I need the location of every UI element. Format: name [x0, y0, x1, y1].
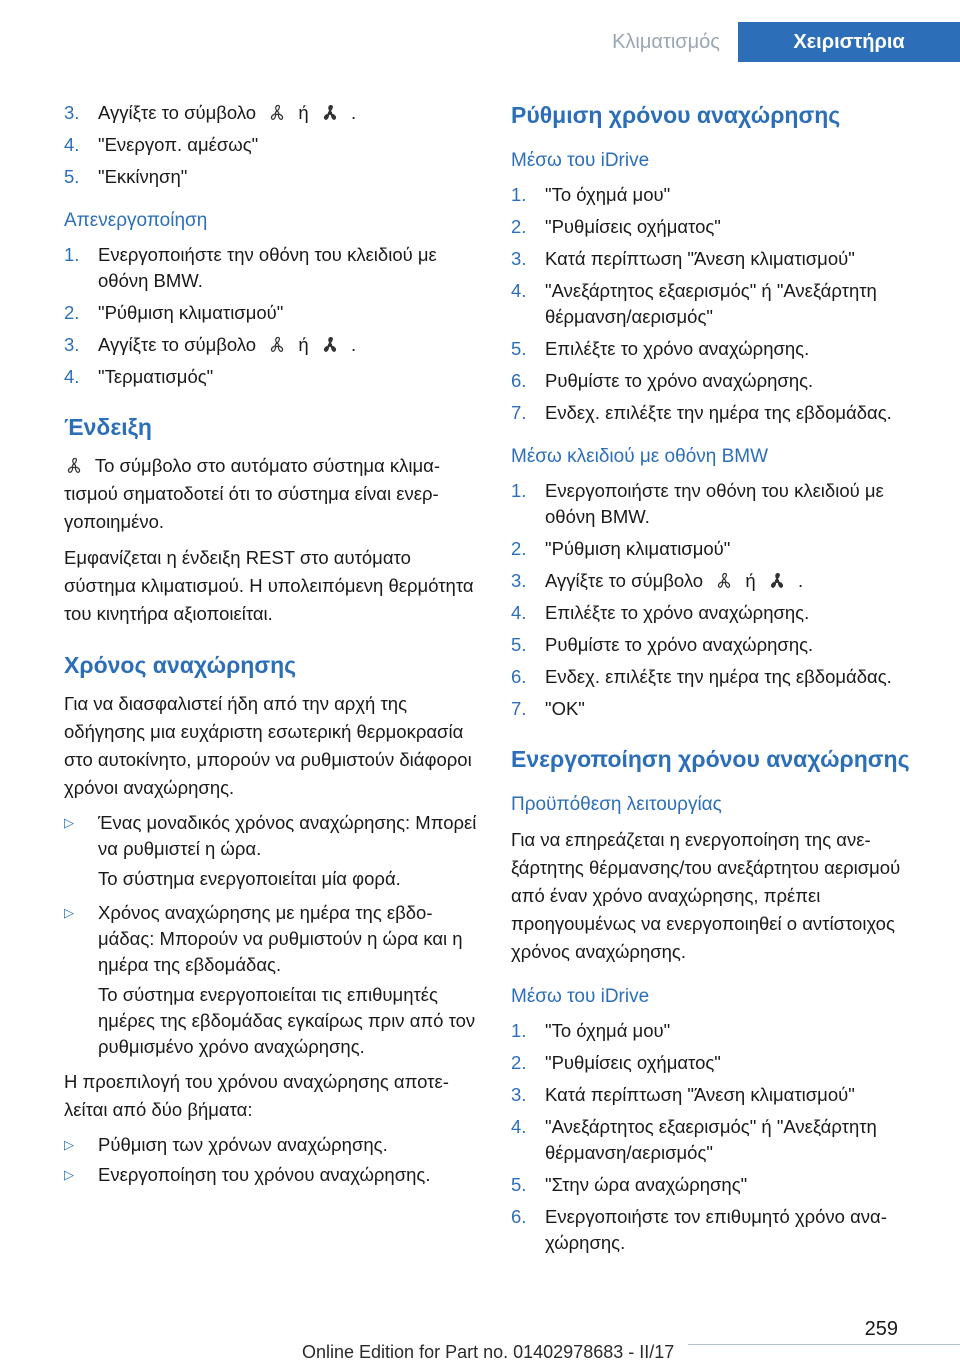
- via-idrive-heading-2: Μέσω του iDrive: [511, 986, 650, 1007]
- list-item: [511, 600, 930, 626]
- indicator-paragraph-2: Εμφανίζεται η ένδειξη REST στο αυτόματο σύστημα κλιματισμού. Η υπολειπόμενη θερμότητα του κινητήρα αξιοποιείται.: [64, 547, 474, 624]
- bullet-marker: ▷: [64, 905, 74, 920]
- step-number: 4.: [511, 1116, 527, 1137]
- step-text: Ενδεχ. επιλέξτε την ημέρα της εβδομάδας.: [545, 402, 892, 423]
- activate-idrive-steps: [511, 1018, 930, 1256]
- list-item: [511, 182, 930, 208]
- bullet-marker: ▷: [64, 815, 74, 830]
- fan-outline-icon: [267, 336, 287, 354]
- step-number: 5.: [64, 166, 80, 187]
- list-item: [511, 1204, 930, 1256]
- steps-list-a: [64, 100, 478, 190]
- via-idrive-heading: Μέσω του iDrive: [511, 150, 650, 171]
- bullet-marker: ▷: [64, 1137, 74, 1152]
- step-text: "Ρύθμιση κλιματισμού": [98, 302, 284, 323]
- indicator-text-1: Το σύμβολο στο αυτόματο σύστημα κλιματισμού σηματοδοτεί ότι το σύστημα είναι ενεργοποιημένο.: [64, 455, 440, 532]
- section-tab[interactable]: Κλιματισμός: [612, 30, 720, 53]
- step-number: 2.: [511, 538, 527, 559]
- list-item: [64, 1132, 478, 1158]
- step-text: "Ρυθμίσεις οχήματος": [545, 216, 721, 237]
- step-number: 6.: [511, 666, 527, 687]
- set-departure-heading: Ρύθμιση χρόνου αναχώρησης: [511, 102, 841, 128]
- step-text: "Το όχημά μου": [545, 184, 671, 205]
- step-text: Επιλέξτε το χρόνο αναχώρησης.: [545, 602, 810, 623]
- list-item: [64, 810, 478, 862]
- step-number: 1.: [511, 480, 527, 501]
- step-text: "Στην ώρα αναχώρησης": [545, 1174, 748, 1195]
- list-item: [511, 664, 930, 690]
- step-text: "Το όχημά μου": [545, 1020, 671, 1041]
- step-number: 2.: [64, 302, 80, 323]
- step-number: 3.: [64, 102, 80, 123]
- list-item: [511, 214, 930, 240]
- prerequisite-paragraph: Για να επηρεάζεται η ενεργοποίηση της ανεξάρτητης θέρμανσης/του ανεξάρτητου αερισμού από έναν χρόνο αναχώρησης, πρέπει προηγουμένως να ενεργοποιηθεί ο αντίστοιχος χρόνος αναχώρησης.: [511, 829, 901, 962]
- step-number: 1.: [64, 244, 80, 265]
- deactivation-heading: Απενεργοποίηση: [64, 210, 208, 231]
- list-item: [511, 568, 930, 594]
- set-idrive-steps: [511, 182, 930, 426]
- step-text: "Ρυθμίσεις οχήματος": [545, 1052, 721, 1073]
- fan-filled-icon: [320, 336, 340, 354]
- page-header: [596, 22, 960, 62]
- bullet-subtext: Το σύστημα ενεργοποιείται μία φορά.: [98, 868, 401, 889]
- step-text: "Ρύθμιση κλιματισμού": [545, 538, 731, 559]
- list-item: [64, 242, 478, 294]
- or-word: ή: [298, 334, 309, 355]
- list-item: [511, 336, 930, 362]
- list-item: [511, 632, 930, 658]
- step-text: Κατά περίπτωση "Άνεση κλιματισμού": [545, 248, 855, 269]
- step-number: 7.: [511, 698, 527, 719]
- list-item: [64, 300, 478, 326]
- step-text: "Ανεξάρτητος εξαερισμός" ή "Ανεξάρτητη θέρμανση/αερισμός": [545, 1116, 877, 1163]
- step-text: "Εκκίνηση": [98, 166, 188, 187]
- activate-departure-heading: Ενεργοποίηση χρόνου αναχώρησης: [511, 746, 910, 772]
- step-text: "Ενεργοπ. αμέσως": [98, 134, 259, 155]
- bullet-text: Ρύθμιση των χρόνων αναχώρησης.: [98, 1134, 388, 1155]
- list-item: [511, 368, 930, 394]
- fan-filled-icon: [767, 572, 787, 590]
- step-number: 4.: [64, 134, 80, 155]
- departure-bullets-b: [64, 1132, 478, 1188]
- fan-outline-icon: [267, 104, 287, 122]
- step-number: 4.: [511, 602, 527, 623]
- right-column: [511, 100, 930, 1262]
- or-word: ή: [298, 102, 309, 123]
- step-number: 3.: [511, 248, 527, 269]
- list-item: [511, 278, 930, 330]
- step-text: Αγγίξτε το σύμβολο: [98, 334, 257, 355]
- step-number: 1.: [511, 1020, 527, 1041]
- step-text: Αγγίξτε το σύμβολο: [545, 570, 704, 591]
- bullet-marker: ▷: [64, 1167, 74, 1182]
- step-text: Επιλέξτε το χρόνο αναχώρησης.: [545, 338, 810, 359]
- steps-list-b: [64, 242, 478, 390]
- bullet-text: Χρόνος αναχώρησης με ημέρα της εβδομάδας: Μπορούν να ρυθμιστούν η ώρα και η ημέρα της εβδομάδας.: [98, 902, 463, 975]
- step-text: Ενεργοποιήστε τον επιθυμητό χρόνο αναχώρησης.: [545, 1206, 887, 1253]
- fan-outline-icon: [714, 572, 734, 590]
- departure-bullets-a: [64, 810, 478, 1060]
- list-item: [64, 100, 478, 126]
- bullet-text: Ενεργοποίηση του χρόνου αναχώρησης.: [98, 1164, 431, 1185]
- departure-steps-intro: Η προεπιλογή του χρόνου αναχώρησης αποτελείται από δύο βήματα:: [64, 1071, 449, 1120]
- chapter-tab[interactable]: Χειριστήρια: [738, 22, 960, 62]
- list-item: [511, 246, 930, 272]
- step-number: 4.: [64, 366, 80, 387]
- left-column: [64, 100, 478, 1192]
- or-word: ή: [745, 570, 756, 591]
- list-item: [64, 332, 478, 358]
- step-number: 7.: [511, 402, 527, 423]
- step-number: 5.: [511, 338, 527, 359]
- step-text: Ενεργοποιήστε την οθόνη του κλειδιού με οθόνη BMW.: [545, 480, 884, 527]
- prerequisite-heading: Προϋπόθεση λειτουργίας: [511, 794, 722, 815]
- list-item: [64, 900, 478, 978]
- page-number: 259: [864, 1318, 898, 1340]
- step-end: .: [350, 334, 357, 355]
- step-text: "Ανεξάρτητος εξαερισμός" ή "Ανεξάρτητη θέρμανση/αερισμός": [545, 280, 877, 327]
- bullet-text: Ένας μοναδικός χρόνος αναχώρησης: Μπορεί να ρυθμιστεί η ώρα.: [98, 812, 477, 859]
- step-number: 1.: [511, 184, 527, 205]
- list-item: [64, 132, 478, 158]
- departure-intro: Για να διασφαλιστεί ήδη από την αρχή της οδήγησης μια ευχάριστη εσωτερική θερμοκρασία στο αυτοκίνητο, μπορούν να ρυθμιστούν διάφοροι χρόνοι αναχώρησης.: [64, 693, 472, 798]
- step-number: 6.: [511, 1206, 527, 1227]
- list-item: [511, 1082, 930, 1108]
- list-item: [64, 1162, 478, 1188]
- list-item: [64, 364, 478, 390]
- list-item: [511, 1114, 930, 1166]
- step-text: Ενδεχ. επιλέξτε την ημέρα της εβδομάδας.: [545, 666, 892, 687]
- bullet-subtext: Το σύστημα ενεργοποιείται τις επιθυμητές ημέρες της εβδομάδας εγκαίρως πριν από τον ρυθμισμένο χρόνο αναχώρησης.: [98, 984, 476, 1057]
- footer-divider: [688, 1344, 960, 1345]
- list-item: [64, 164, 478, 190]
- step-text: Ρυθμίστε το χρόνο αναχώρησης.: [545, 370, 814, 391]
- list-item: [511, 1018, 930, 1044]
- departure-heading: Χρόνος αναχώρησης: [64, 652, 297, 678]
- step-text: Ρυθμίστε το χρόνο αναχώρησης.: [545, 634, 814, 655]
- step-number: 5.: [511, 634, 527, 655]
- fan-filled-icon: [320, 104, 340, 122]
- step-number: 6.: [511, 370, 527, 391]
- step-number: 3.: [511, 570, 527, 591]
- indicator-heading: Ένδειξη: [64, 414, 152, 440]
- step-number: 3.: [64, 334, 80, 355]
- list-item: [511, 1172, 930, 1198]
- step-number: 3.: [511, 1084, 527, 1105]
- step-number: 2.: [511, 216, 527, 237]
- via-key-heading: Μέσω κλειδιού με οθόνη BMW: [511, 446, 769, 467]
- step-end: .: [350, 102, 357, 123]
- step-text: Κατά περίπτωση "Άνεση κλιματισμού": [545, 1084, 855, 1105]
- list-item: [511, 400, 930, 426]
- step-text: Αγγίξτε το σύμβολο: [98, 102, 257, 123]
- step-text: "OK": [545, 698, 585, 719]
- step-number: 2.: [511, 1052, 527, 1073]
- fan-outline-icon: [64, 457, 84, 475]
- step-text: Ενεργοποιήστε την οθόνη του κλειδιού με οθόνη BMW.: [98, 244, 437, 291]
- step-text: "Τερματισμός": [98, 366, 214, 387]
- list-item: [511, 696, 930, 722]
- step-end: .: [797, 570, 804, 591]
- indicator-paragraph-1: [64, 452, 478, 536]
- set-key-steps: [511, 478, 930, 722]
- step-number: 4.: [511, 280, 527, 301]
- edition-note: Online Edition for Part no. 01402978683 - II/17: [302, 1342, 675, 1362]
- step-number: 5.: [511, 1174, 527, 1195]
- list-item: [511, 478, 930, 530]
- list-item: [511, 536, 930, 562]
- list-item: [511, 1050, 930, 1076]
